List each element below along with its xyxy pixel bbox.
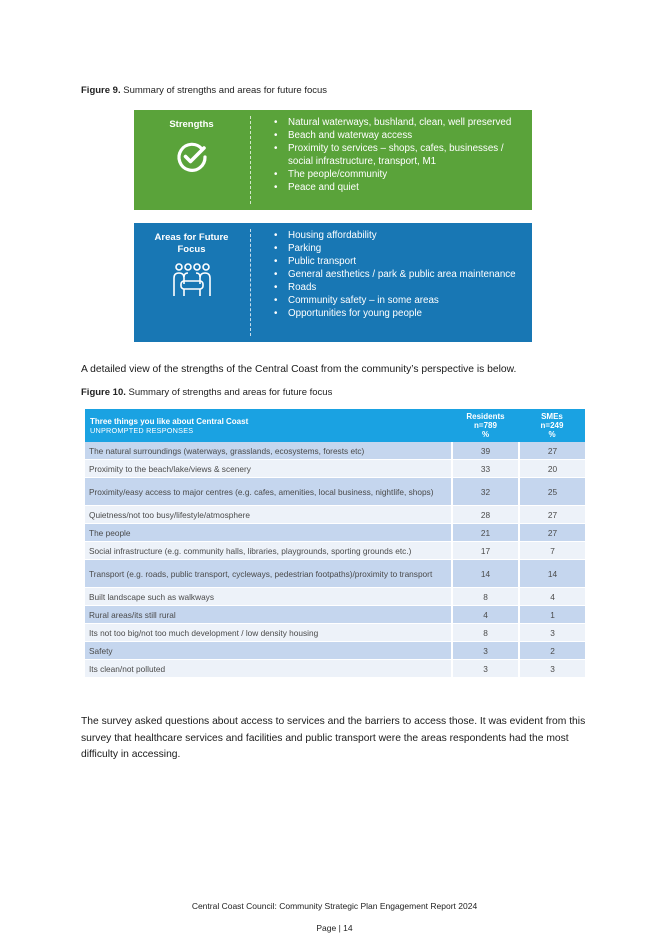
residents-value: 28 [452, 506, 519, 524]
figure-9-label: Figure 9. [81, 85, 121, 96]
residents-value: 17 [452, 542, 519, 560]
future-focus-list [274, 229, 524, 320]
smes-value: 3 [519, 624, 585, 642]
future-focus-box [134, 223, 532, 342]
residents-value: 3 [452, 660, 519, 678]
table-row [85, 642, 585, 660]
future-focus-item: • Housing affordability [274, 229, 524, 242]
strengths-item: • Natural waterways, bushland, clean, well preserved [274, 116, 524, 129]
table-row [85, 542, 585, 560]
residents-value: 3 [452, 642, 519, 660]
residents-value: 32 [452, 478, 519, 506]
row-label: Its clean/not polluted [85, 660, 452, 678]
future-focus-title: Areas for Future Focus [154, 232, 229, 255]
table-header-smes [519, 409, 585, 442]
body-paragraph-access-barriers: The survey asked questions about access to services and the barriers to access those. It was evident from this survey that healthcare services and facilities and public transport were the areas respondents had the most difficulty in accessing. [81, 716, 586, 760]
smes-value: 3 [519, 660, 585, 678]
smes-label: SMEs [541, 412, 563, 421]
table-header-residents [452, 409, 519, 442]
future-focus-item: • Parking [274, 242, 524, 255]
smes-value: 7 [519, 542, 585, 560]
strengths-title: Strengths [169, 119, 214, 130]
strengths-list [274, 116, 524, 194]
footer-page-number: Page | 14 [316, 923, 353, 933]
figure-10-label: Figure 10. [81, 387, 126, 398]
residents-value: 21 [452, 524, 519, 542]
row-label: Built landscape such as walkways [85, 588, 452, 606]
table-row [85, 442, 585, 460]
future-focus-header [134, 223, 249, 342]
table-row [85, 660, 585, 678]
residents-label: Residents [466, 412, 505, 421]
future-focus-item: • General aesthetics / park & public area maintenance [274, 268, 524, 281]
row-label: Transport (e.g. roads, public transport, cycleways, pedestrian footpaths)/proximity to transport [85, 560, 452, 588]
community-group-icon [171, 262, 213, 300]
row-label: Proximity/easy access to major centres (e.g. cafes, amenities, local business, nightlife, shops) [85, 478, 452, 506]
figure-10-caption [81, 387, 332, 398]
likes-survey-table [85, 409, 585, 678]
footer-report-title: Central Coast Council: Community Strategic Plan Engagement Report 2024 [191, 901, 478, 911]
row-label: Its not too big/not too much development / low density housing [85, 624, 452, 642]
checkmark-circle-icon [175, 140, 209, 174]
smes-value: 1 [519, 606, 585, 624]
table-row [85, 478, 585, 506]
residents-n: n=789 [474, 421, 497, 430]
table-row [85, 460, 585, 478]
future-focus-item: • Public transport [274, 255, 524, 268]
row-label: The people [85, 524, 452, 542]
smes-value: 27 [519, 506, 585, 524]
strengths-item: • Beach and waterway access [274, 129, 524, 142]
strengths-item: • Proximity to services – shops, cafes, businesses / social infrastructure, transport, M1 [274, 142, 524, 168]
row-label: The natural surroundings (waterways, grasslands, ecosystems, forests etc) [85, 442, 452, 460]
residents-value: 4 [452, 606, 519, 624]
smes-value: 27 [519, 524, 585, 542]
figure-10-caption-text: Summary of strengths and areas for future focus [128, 387, 333, 398]
table-header-row [85, 409, 585, 442]
table-row [85, 524, 585, 542]
strengths-item: • The people/community [274, 168, 524, 181]
strengths-item: • Peace and quiet [274, 181, 524, 194]
table-header-title: Three things you like about Central Coast [90, 416, 249, 426]
table-header-question [85, 409, 452, 442]
row-label: Safety [85, 642, 452, 660]
future-focus-item: • Roads [274, 281, 524, 294]
smes-value: 4 [519, 588, 585, 606]
smes-value: 14 [519, 560, 585, 588]
residents-unit: % [481, 430, 490, 439]
future-focus-item: • Opportunities for young people [274, 307, 524, 320]
future-focus-divider [250, 229, 251, 336]
row-label: Rural areas/its still rural [85, 606, 452, 624]
figure-9-caption [81, 85, 327, 96]
residents-value: 39 [452, 442, 519, 460]
table-row [85, 588, 585, 606]
smes-value: 2 [519, 642, 585, 660]
strengths-box [134, 110, 532, 210]
residents-value: 8 [452, 624, 519, 642]
row-label: Quietness/not too busy/lifestyle/atmosphere [85, 506, 452, 524]
strengths-header [134, 110, 249, 210]
future-focus-item: • Community safety – in some areas [274, 294, 524, 307]
smes-n: n=249 [540, 421, 564, 430]
row-label: Proximity to the beach/lake/views & scenery [85, 460, 452, 478]
residents-value: 8 [452, 588, 519, 606]
table-row [85, 624, 585, 642]
body-paragraph-strengths-intro: A detailed view of the strengths of the Central Coast from the community’s perspective is below. [81, 364, 517, 375]
figure-9-caption-text: Summary of strengths and areas for future focus [123, 85, 328, 96]
residents-value: 33 [452, 460, 519, 478]
smes-value: 27 [519, 442, 585, 460]
row-label: Social infrastructure (e.g. community halls, libraries, playgrounds, sporting grounds etc.) [85, 542, 452, 560]
smes-value: 25 [519, 478, 585, 506]
strengths-divider [250, 116, 251, 204]
residents-value: 14 [452, 560, 519, 588]
table-row [85, 606, 585, 624]
table-row [85, 506, 585, 524]
smes-unit: % [548, 430, 556, 439]
smes-value: 20 [519, 460, 585, 478]
table-header-subtitle: UNPROMPTED RESPONSES [90, 425, 194, 435]
table-row [85, 560, 585, 588]
